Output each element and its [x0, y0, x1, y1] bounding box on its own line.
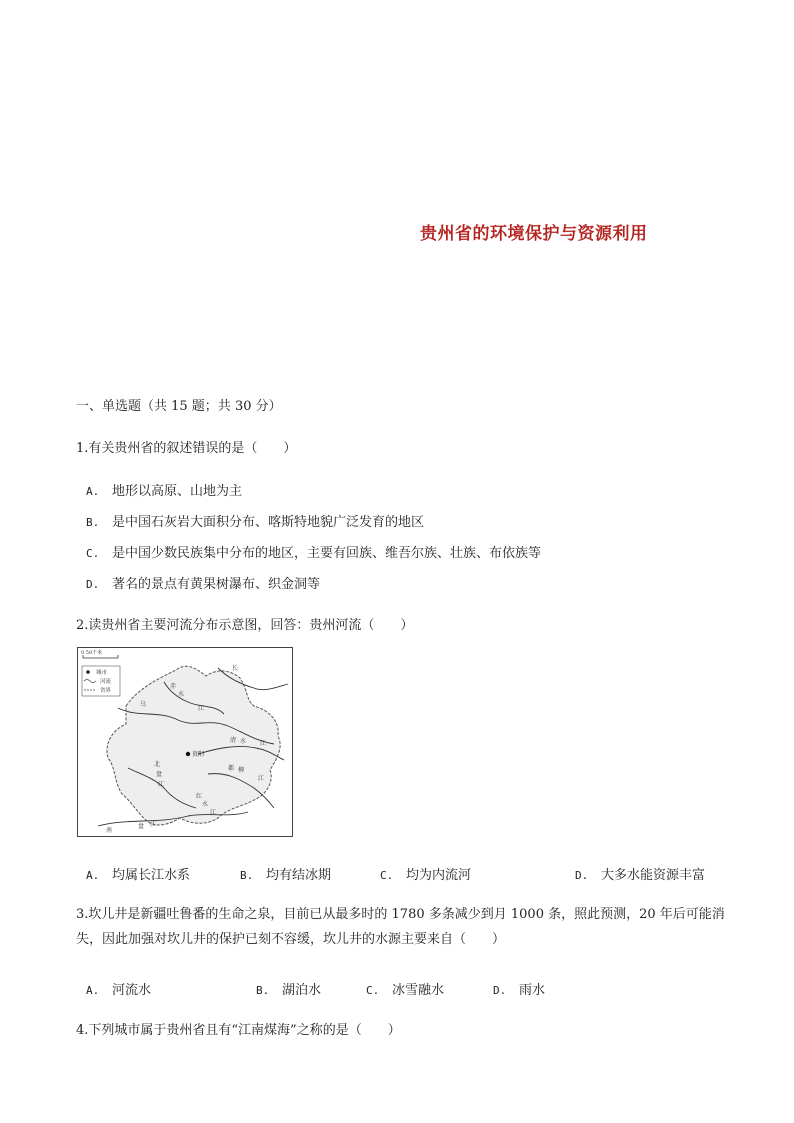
option-letter: C. [366, 984, 380, 997]
q3-option-c[interactable] [366, 979, 444, 998]
q2-option-c[interactable] [380, 864, 471, 883]
option-letter: C. [380, 869, 394, 882]
option-text: 大多水能资源丰富 [601, 868, 706, 883]
label-changjiang: 长 [232, 665, 239, 672]
q2-option-b[interactable] [240, 864, 331, 883]
option-letter: A. [86, 984, 100, 997]
option-letter: D. [493, 984, 507, 997]
option-text: 是中国少数民族集中分布的地区，主要有回族、维吾尔族、壮族、布依族等 [112, 546, 542, 561]
option-text: 湖泊水 [282, 983, 322, 998]
guiyang-marker [186, 752, 190, 756]
label-liu: 柳 [238, 767, 245, 774]
legend-border: 省界 [100, 688, 112, 694]
option-text: 冰雪融水 [392, 983, 445, 998]
label-jiang-h: 江 [210, 809, 217, 816]
q3-option-b[interactable] [256, 979, 321, 998]
label-chi: 赤 [170, 683, 177, 690]
label-jiang-n: 江 [150, 821, 157, 828]
option-text: 均属长江水系 [112, 868, 191, 883]
scale-label: 0 50千米 [81, 650, 103, 656]
option-text: 地形以高原、山地为主 [112, 484, 243, 499]
legend-river: 河流 [100, 679, 112, 685]
option-letter: A. [86, 485, 100, 498]
label-qing: 清 [230, 737, 237, 744]
option-letter: B. [86, 516, 100, 529]
option-letter: B. [240, 869, 254, 882]
question-3-stem: 3.坎儿井是新疆吐鲁番的生命之泉，目前已从最多时的 1780 多条减少到月 1000 条，照此预测，20 年后可能消失，因此加强对坎儿井的保护已刻不容缓，坎儿井的水源主要来自（ ） [76, 907, 725, 947]
q2-option-d[interactable] [575, 864, 705, 883]
label-pan: 盘 [156, 771, 163, 778]
q1-option-c[interactable] [86, 542, 541, 561]
label-jiang-qs: 江 [260, 740, 267, 747]
q3-option-a[interactable] [86, 979, 151, 998]
label-jiang-du: 江 [258, 775, 265, 782]
q3-option-d[interactable] [493, 979, 545, 998]
option-letter: D. [86, 578, 100, 591]
option-text: 是中国石灰岩大面积分布、喀斯特地貌广泛发育的地区 [112, 515, 425, 530]
document-title: 贵州省的环境保护与资源利用 [420, 224, 648, 244]
label-shui: 水 [178, 691, 185, 698]
option-text: 雨水 [519, 983, 546, 998]
label-shui-3: 水 [202, 801, 209, 808]
q1-option-d[interactable] [86, 573, 320, 592]
q2-option-a[interactable] [86, 864, 190, 883]
option-text: 河流水 [112, 983, 152, 998]
label-jiang-wu: 江 [198, 705, 205, 712]
option-text: 著名的景点有黄果树瀑布、织金洞等 [112, 577, 321, 592]
option-letter: D. [575, 869, 589, 882]
q1-option-b[interactable] [86, 511, 424, 530]
label-wu: 乌 [140, 701, 147, 708]
label-jiang-b: 江 [158, 781, 165, 788]
label-shui-2: 水 [240, 738, 247, 745]
label-du: 都 [228, 765, 235, 772]
option-letter: B. [256, 984, 270, 997]
question-1-stem: 1.有关贵州省的叙述错误的是（ ） [76, 441, 297, 456]
legend-city-marker [86, 670, 90, 674]
province-border [107, 666, 280, 825]
label-nan: 南 [106, 827, 113, 834]
city-label-guiyang: 贵阳 [192, 751, 205, 758]
option-letter: C. [86, 547, 100, 560]
q1-option-a[interactable] [86, 480, 242, 499]
river-map-figure [78, 648, 292, 836]
question-2-stem: 2.读贵州省主要河流分布示意图，回答：贵州河流（ ） [76, 618, 414, 633]
label-hong: 红 [196, 793, 203, 800]
label-pan-2: 盘 [138, 823, 145, 830]
guizhou-river-map [77, 647, 293, 837]
section-header: 一、单选题（共 15 题；共 30 分） [76, 399, 282, 414]
legend-city: 城市 [96, 670, 108, 676]
label-bei: 北 [154, 761, 161, 768]
option-letter: A. [86, 869, 100, 882]
question-4-stem: 4.下列城市属于贵州省且有“江南煤海”之称的是（ ） [76, 1023, 401, 1038]
option-text: 均为内流河 [406, 868, 472, 883]
option-text: 均有结冰期 [266, 868, 332, 883]
